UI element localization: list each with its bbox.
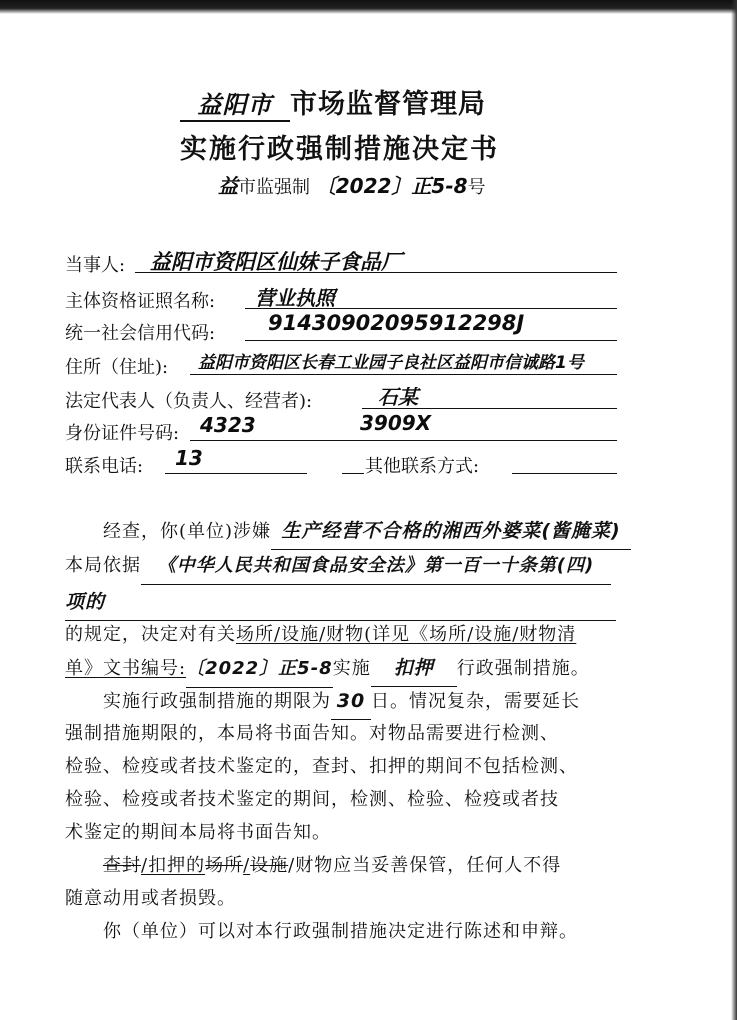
address-value: 益阳市资阳区长春工业园子良社区益阳市信诚路1号 <box>198 353 584 373</box>
p5-measure-handwritten: 扣押 <box>371 650 457 687</box>
agency-name: 市场监督管理局 <box>290 89 486 120</box>
p11-struck-place: 场所 <box>205 855 244 876</box>
document-title: 实施行政强制措施决定书 <box>180 134 499 165</box>
p3-handwritten: 项的 <box>65 584 616 621</box>
other-underline-lead <box>342 473 364 474</box>
body-line-4 <box>65 617 576 653</box>
body-line-10: 术鉴定的期间本局将书面告知。 <box>65 822 331 843</box>
p6-text: 实施行政强制措施的期限为 <box>103 691 331 712</box>
rep-label: 法定代表人（负责人、经营者): <box>65 391 313 412</box>
body-line-9: 检验、检疫或者技术鉴定的期间，检测、检验、检疫或者技 <box>65 789 559 810</box>
docno-printed: 市监强制 <box>238 177 310 198</box>
p1-handwritten: 生产经营不合格的湘西外婆菜(酱腌菜) <box>271 513 631 550</box>
rep-value: 石某 <box>378 385 418 409</box>
id-value-b: 3909X <box>360 411 432 435</box>
p1-text: 经查，你(单位)涉嫌 <box>103 521 272 542</box>
id-underline <box>190 440 617 441</box>
other-contact-underline <box>512 473 617 474</box>
p11-text-2: /财物应当妥善保管，任何人不得 <box>288 855 562 876</box>
address-label: 住所（住址): <box>65 357 169 378</box>
p6-days-handwritten: 30 <box>331 683 371 720</box>
body-line-13: 你（单位）可以对本行政强制措施决定进行陈述和申辩。 <box>103 921 578 942</box>
docno-suffix: 号 <box>467 177 486 198</box>
body-line-12: 随意动用或者损毁。 <box>65 888 236 909</box>
body-line-8: 检验、检疫或者技术鉴定的，查封、扣押的期间不包括检测、 <box>65 756 578 777</box>
party-label: 当事人: <box>65 255 126 276</box>
p5-text-3: 行政强制措施。 <box>456 658 590 679</box>
p5-text: 单》文书编号: <box>65 658 187 679</box>
p11-text: /扣押的 <box>141 855 206 876</box>
p11-struck-seal: 查封 <box>103 855 141 876</box>
p4-underlined: 场所/设施/财物(详见《场所/设施/财物清 <box>236 624 577 645</box>
city-handwritten: 益阳市 <box>180 85 290 122</box>
p5-text-2: 实施 <box>332 658 371 679</box>
id-label: 身份证件号码: <box>65 423 180 444</box>
p2-handwritten: 《中华人民共和国食品安全法》第一百一十条第(四) <box>141 548 611 585</box>
p5-docno-handwritten: 〔2022〕正5-8 <box>186 651 333 688</box>
docno-prefix: 益 <box>218 174 238 198</box>
other-contact-label: 其他联系方式: <box>365 456 480 477</box>
scan-edge-top <box>0 0 737 14</box>
credit-label: 统一社会信用代码: <box>65 323 216 344</box>
docno-handwritten: 〔2022〕正5-8 <box>315 174 468 198</box>
phone-underline <box>165 473 307 474</box>
phone-value: 13 <box>175 446 203 470</box>
p4-text: 的规定，决定对有关 <box>65 624 236 645</box>
address-underline <box>190 374 617 375</box>
body-line-11 <box>103 848 561 884</box>
phone-label: 联系电话: <box>65 456 144 477</box>
agency-title <box>180 82 486 122</box>
party-value: 益阳市资阳区仙妹子食品厂 <box>150 250 402 274</box>
credit-underline <box>245 340 617 341</box>
p6-text-2: 日。情况复杂，需要延长 <box>371 691 580 712</box>
document-number <box>218 170 486 199</box>
p11-struck-facility: 设施 <box>250 855 289 876</box>
id-value-a: 4323 <box>200 413 256 437</box>
p11-slash: / <box>243 855 251 876</box>
license-label: 主体资格证照名称: <box>65 291 216 312</box>
body-line-2 <box>65 548 611 585</box>
body-line-7: 强制措施期限的，本局将书面告知。对物品需要进行检测、 <box>65 723 559 744</box>
body-line-6 <box>103 683 580 720</box>
scan-edge-right <box>731 0 737 1020</box>
credit-value: 91430902095912298J <box>268 311 525 335</box>
license-value: 营业执照 <box>255 286 335 310</box>
body-line-1 <box>103 513 631 550</box>
p2-text: 本局依据 <box>65 555 141 576</box>
body-line-3 <box>65 584 616 621</box>
